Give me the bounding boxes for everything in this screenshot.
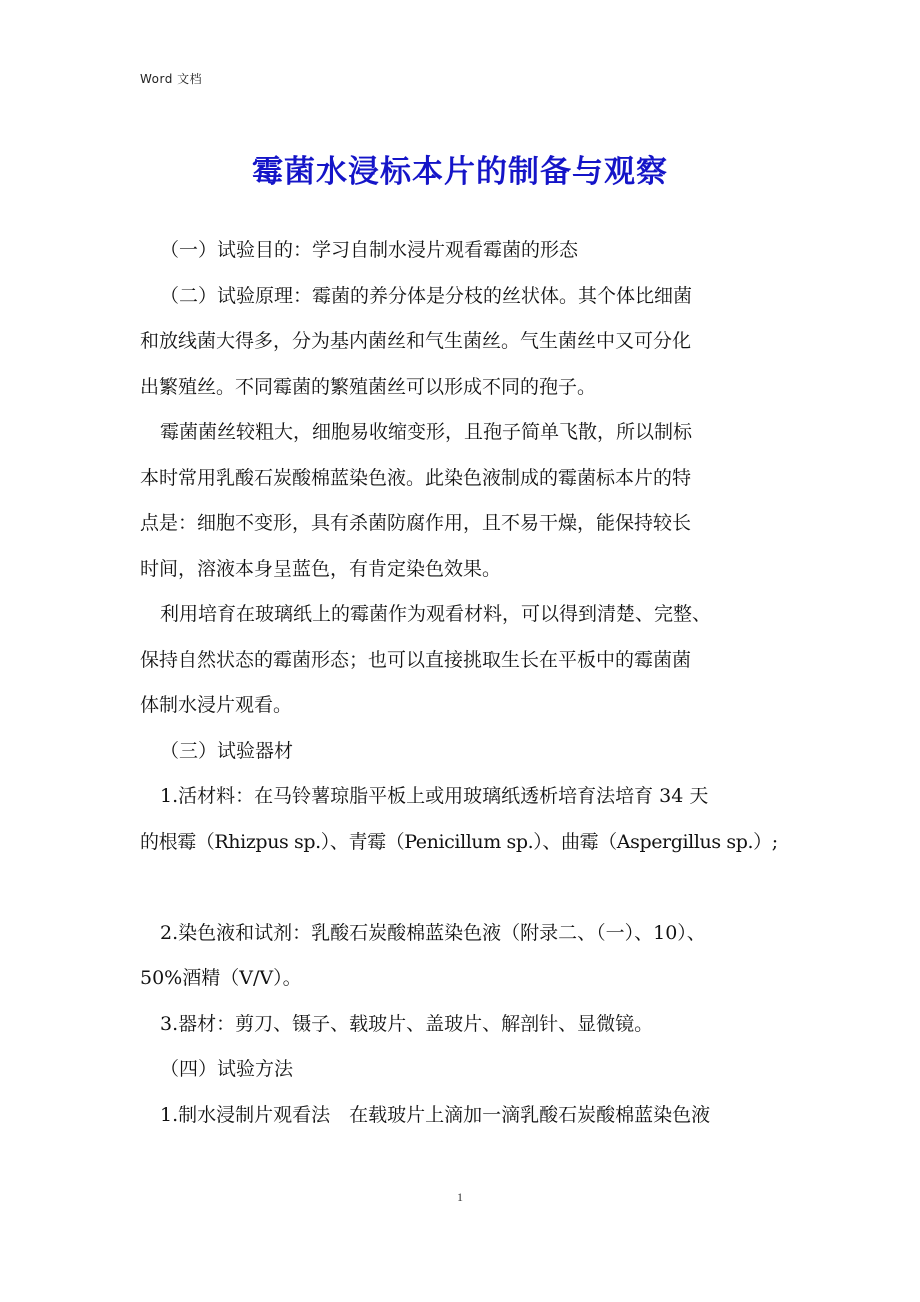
document-body [140, 228, 790, 1138]
blank-line [140, 865, 790, 911]
body-line: （四）试验方法 [160, 1058, 294, 1080]
body-line: 1.制水浸制片观看法 在载玻片上滴加一滴乳酸石炭酸棉蓝染色液 [160, 1103, 711, 1126]
body-line: （三）试验器材 [160, 739, 294, 762]
body-line: 2.染色液和试剂：乳酸石炭酸棉蓝染色液（附录二、（一）、10）、 [160, 921, 706, 944]
body-line: 时间，溶液本身呈蓝色，有肯定染色效果。 [140, 557, 502, 580]
body-line: 点是：细胞不变形，具有杀菌防腐作用，且不易干燥，能保持较长 [140, 512, 692, 534]
body-line: 1.活材料：在马铃薯琼脂平板上或用玻璃纸透析培育法培育 34 天 [160, 785, 709, 807]
body-line: 3.器材：剪刀、镊子、载玻片、盖玻片、解剖针、显微镜。 [160, 1012, 654, 1035]
body-line: （一）试验目的：学习自制水浸片观看霉菌的形态 [160, 239, 579, 261]
body-line: 本时常用乳酸石炭酸棉蓝染色液。此染色液制成的霉菌标本片的特 [140, 466, 692, 489]
body-line: 50%酒精（V/V）。 [140, 967, 302, 989]
body-line: 出繁殖丝。不同霉菌的繁殖菌丝可以形成不同的孢子。 [140, 375, 597, 398]
body-line: 和放线菌大得多，分为基内菌丝和气生菌丝。气生菌丝中又可分化 [140, 330, 692, 352]
body-line: 霉菌菌丝较粗大，细胞易收缩变形，且孢子简单飞散，所以制标 [160, 421, 693, 443]
page-number: 1 [457, 1190, 463, 1204]
body-line: 体制水浸片观看。 [140, 694, 293, 716]
body-line: 保持自然状态的霉菌形态；也可以直接挑取生长在平板中的霉菌菌 [140, 648, 692, 671]
body-line: 的根霉（Rhizpus sp.）、青霉（Penicillum sp.）、曲霉（Aspergillus sp.）; [140, 830, 778, 853]
body-line: （二）试验原理：霉菌的养分体是分枝的丝状体。其个体比细菌 [160, 284, 693, 307]
body-line: 利用培育在玻璃纸上的霉菌作为观看材料，可以得到清楚、完整、 [160, 603, 712, 625]
document-header-label: Word 文档 [140, 72, 203, 86]
document-title: 霉菌水浸标本片的制备与观察 [252, 154, 668, 190]
